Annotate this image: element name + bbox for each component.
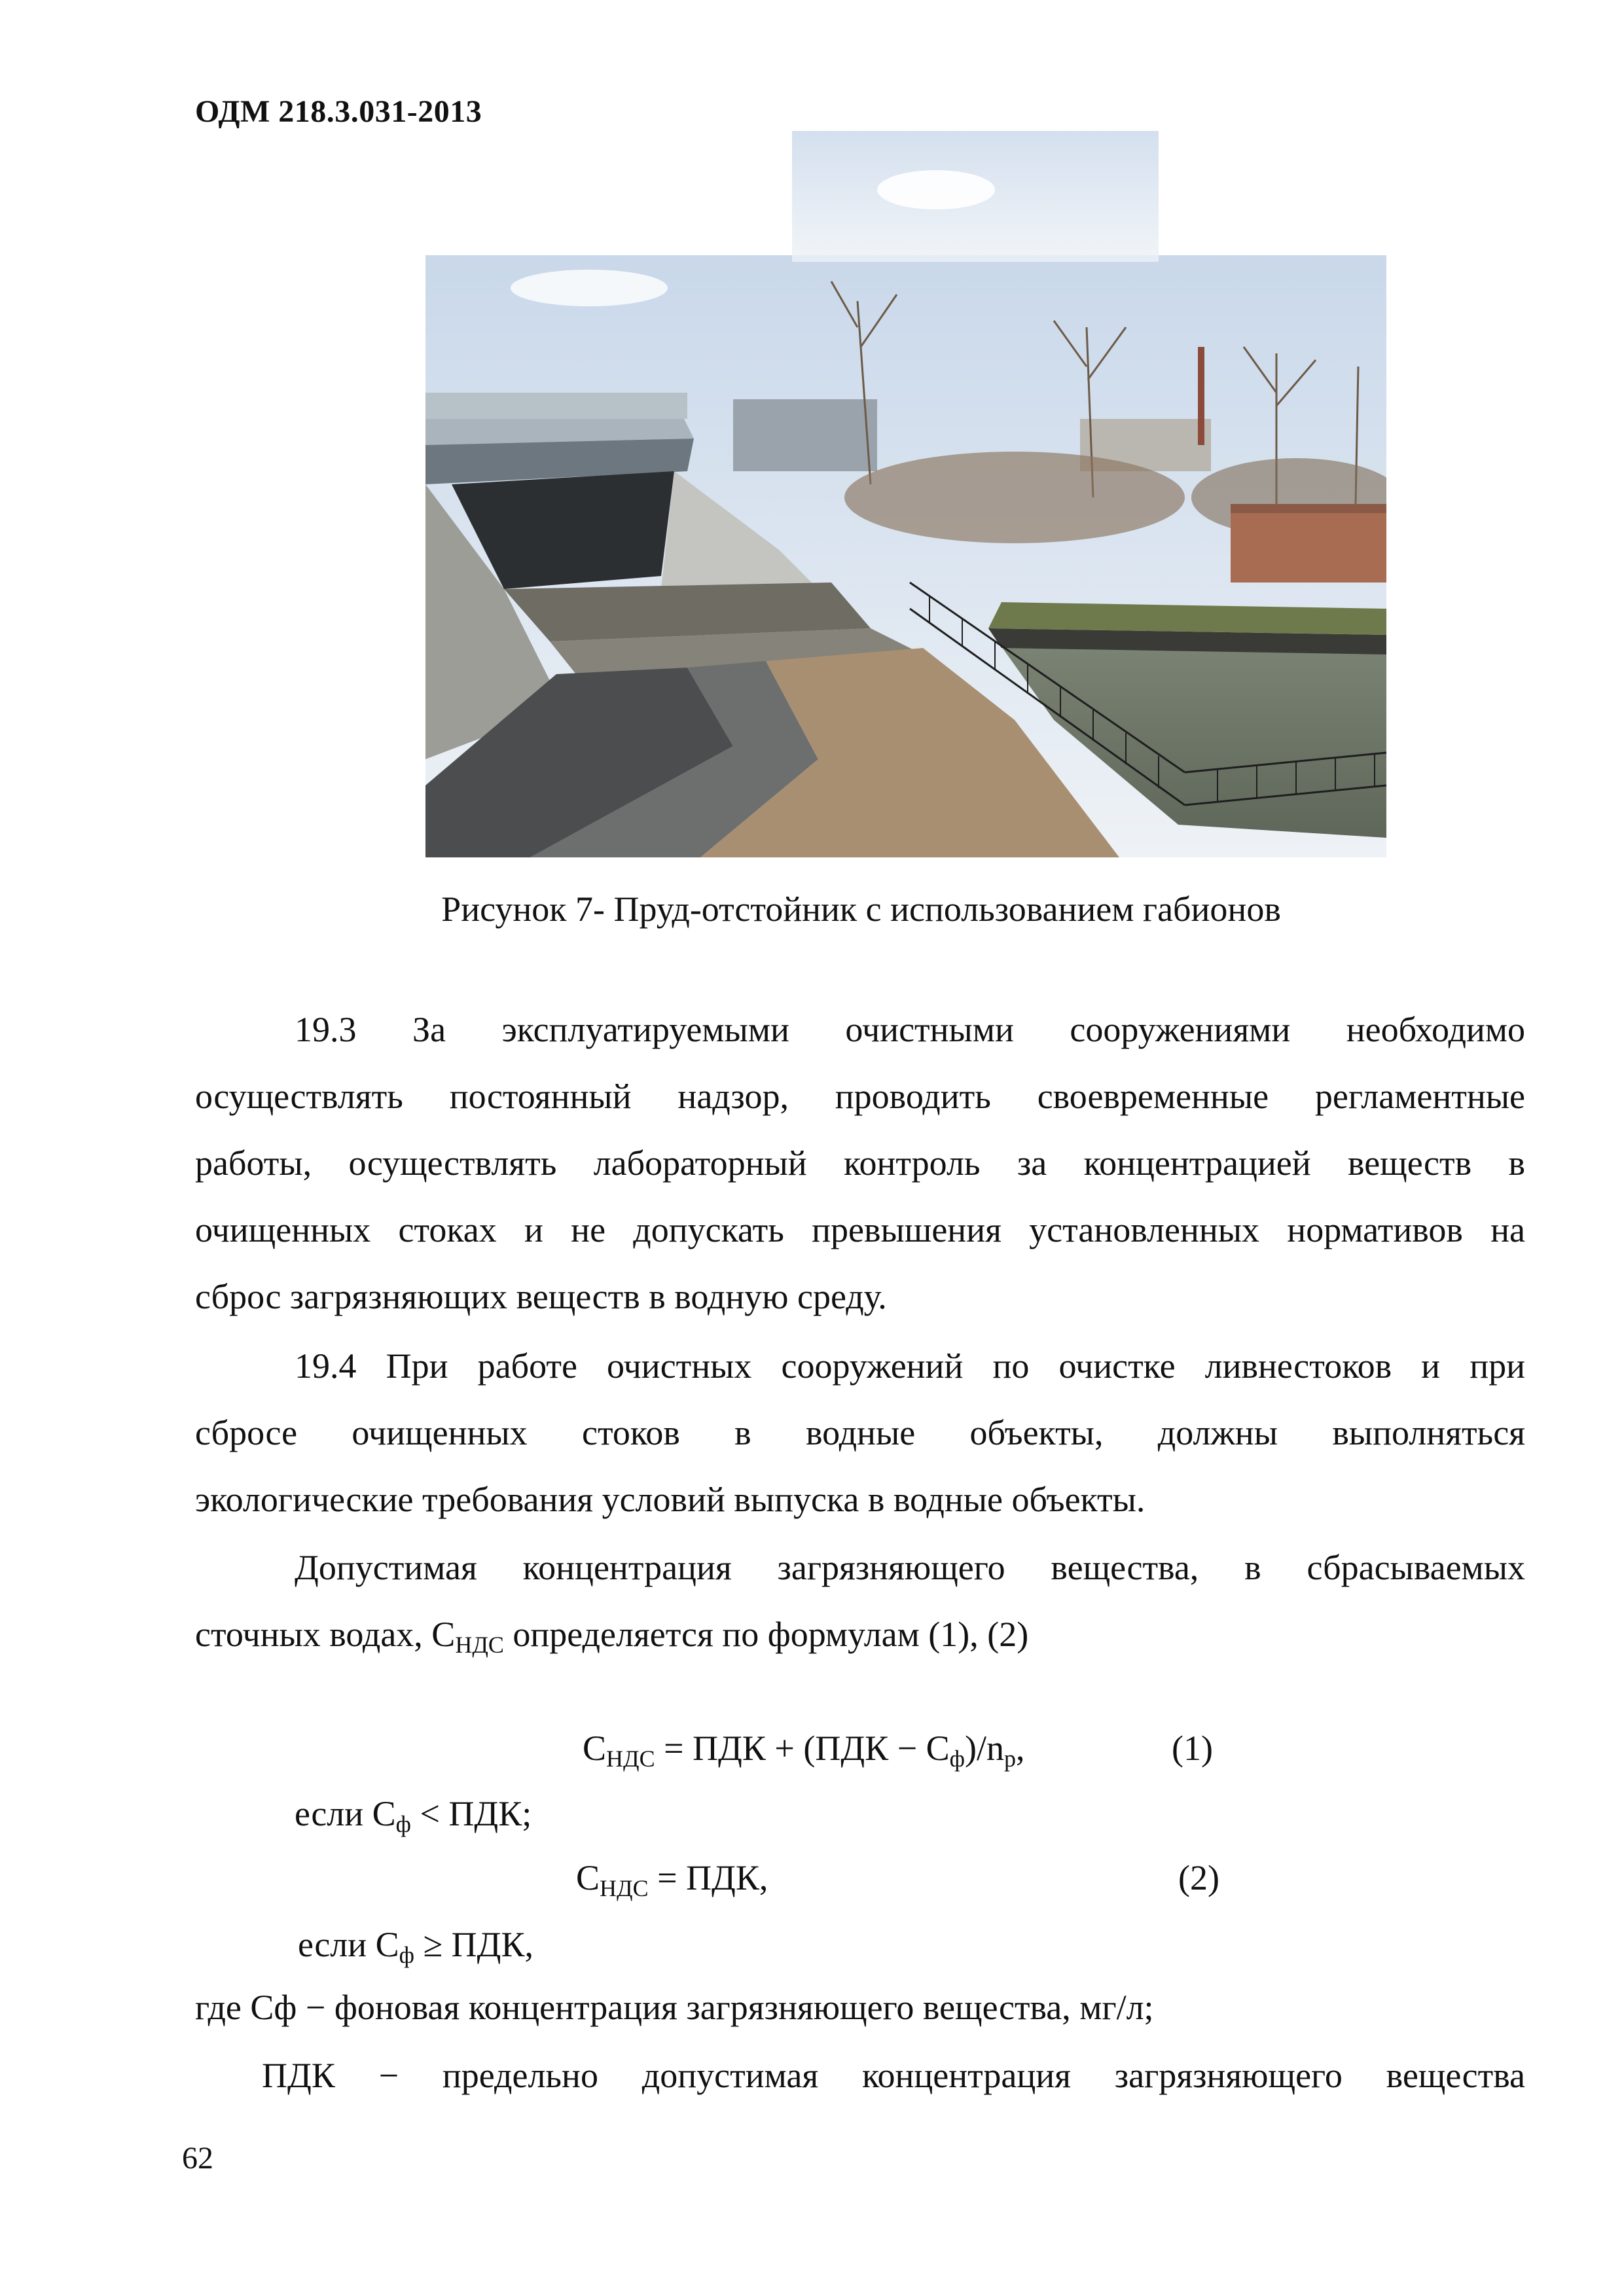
formula-2: $С_{НДС}$ = ПДК, [576, 1858, 768, 1901]
chimney [1198, 347, 1204, 445]
text-line: работы, осуществлять лабораторный контроль за концентрацией веществ в [195, 1143, 1525, 1183]
text-segment: определяется по формулам (1), (2) [503, 1615, 1029, 1654]
subscript: НДС [455, 1632, 504, 1658]
paragraph-19-3 [195, 996, 1525, 1330]
paragraph-19-4 [195, 1333, 1525, 1533]
paragraph-concentration [195, 1534, 1525, 1678]
figure-caption: Рисунок 7- Пруд-отстойник с использованием габионов [441, 889, 1281, 929]
text-line: очищенных стоках и не допускать превышения установленных нормативов на [195, 1210, 1525, 1249]
text-line: 19.3 За эксплуатируемыми очистными сооружениями необходимо [295, 1010, 1525, 1049]
text-segment: сточных водах, С [195, 1615, 456, 1654]
document-code: ОДМ 218.3.031-2013 [195, 94, 482, 129]
condition-1: если $С_ф$ < ПДК; [295, 1794, 532, 1837]
settling-pond-photo [425, 131, 1386, 857]
formula-1: $С_{НДС}$ = ПДК + $(ПДК - С_ф)/n_р$, [583, 1729, 1025, 1772]
page-number: 62 [182, 2141, 213, 2176]
brick-building [1231, 511, 1386, 583]
text-line: экологические требования условий выпуска в водные объекты. [195, 1480, 1146, 1519]
text-line: Допустимая концентрация загрязняющего вещества, в сбрасываемых [295, 1548, 1525, 1587]
where-cf-definition: где Сф − фоновая концентрация загрязняющего вещества, мг/л; [195, 1988, 1154, 2027]
text-line: сброс загрязняющих веществ в водную среду. [195, 1277, 887, 1316]
condition-2: если $С_ф$ ≥ ПДК, [298, 1925, 533, 1968]
text-line: ПДК − предельно допустимая концентрация загрязняющего вещества [262, 2056, 1525, 2095]
formula-1-number: (1) [1172, 1729, 1213, 1768]
formula-2-number: (2) [1178, 1858, 1219, 1897]
text-line: осуществлять постоянный надзор, проводить своевременные регламентные [195, 1077, 1525, 1116]
pdk-definition [195, 2042, 1525, 2109]
text-line [195, 1601, 1525, 1678]
text-line: 19.4 При работе очистных сооружений по очистке ливнестоков и при [295, 1346, 1525, 1386]
text-line: сбросе очищенных стоков в водные объекты, должны выполняться [195, 1413, 1525, 1452]
